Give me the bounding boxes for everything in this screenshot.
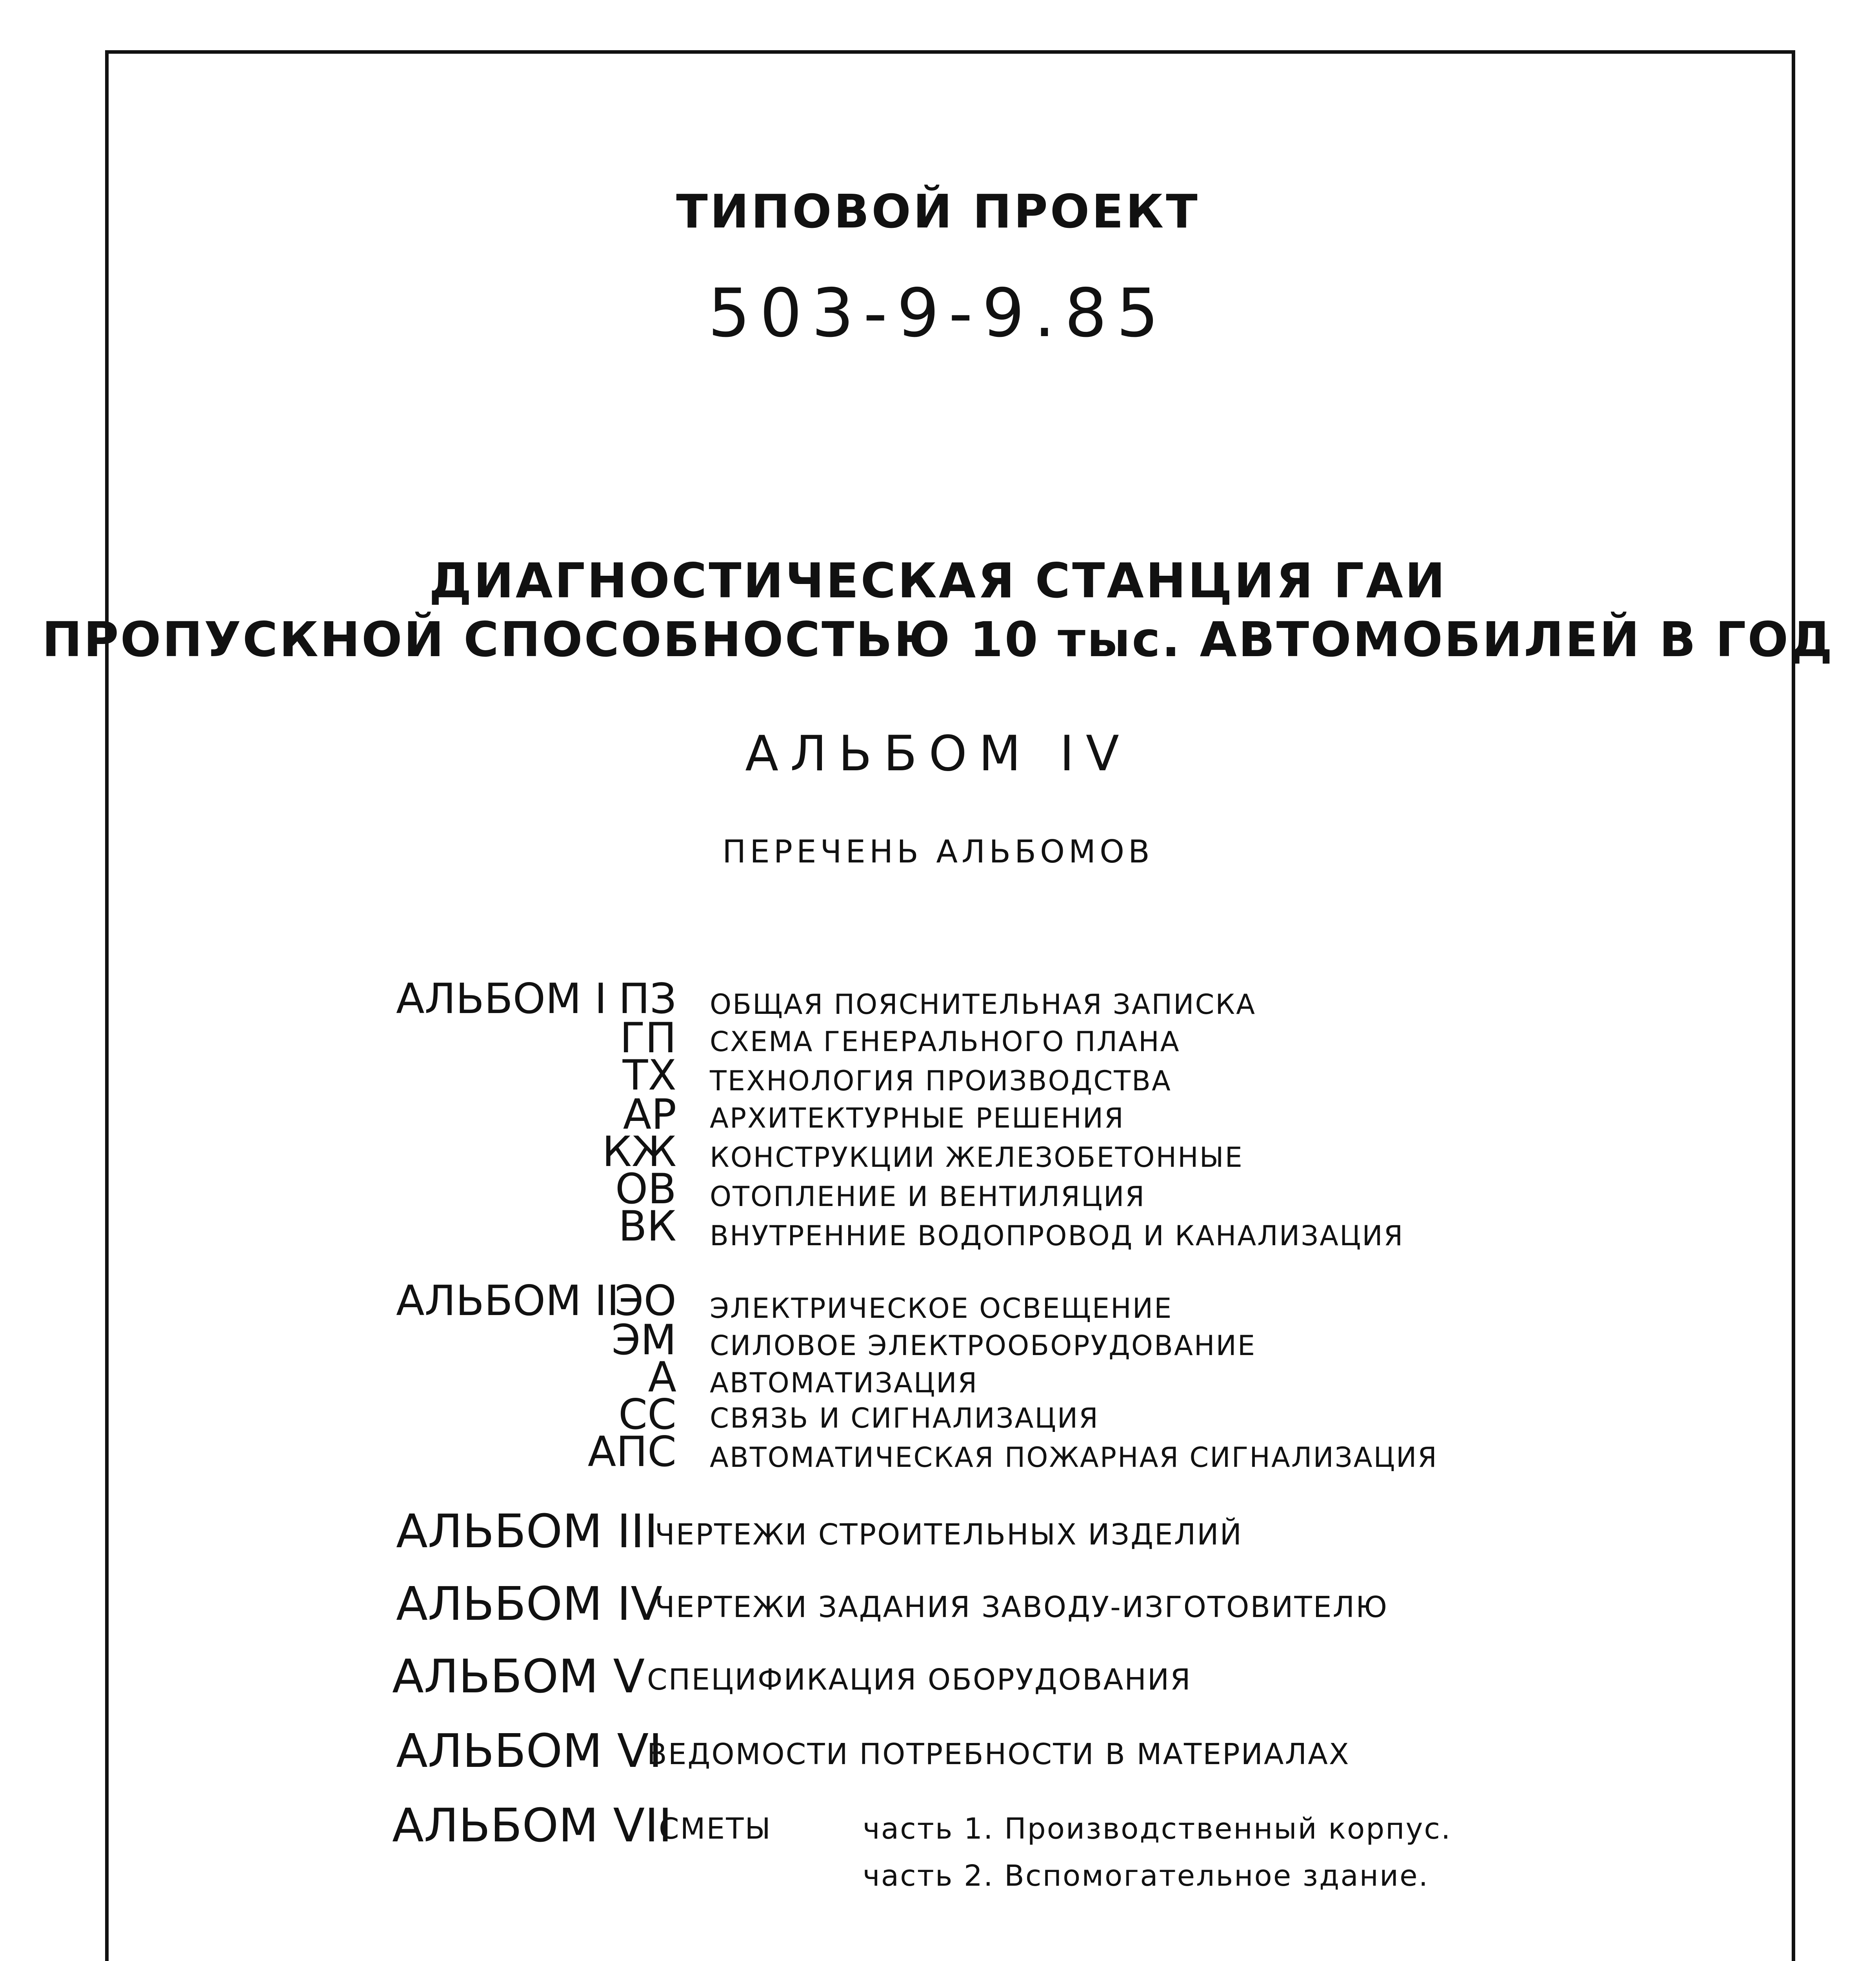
album-code: ОВ [615,1165,676,1213]
estimate-part-2: часть 2. Вспомогательное здание. [863,1859,1429,1893]
album-code: ЭО [614,1277,676,1325]
album-code: А [648,1353,676,1401]
album-code: АПС [587,1428,676,1476]
album-code: ПЗ [618,975,676,1023]
album-desc: АВТОМАТИЧЕСКАЯ ПОЖАРНАЯ СИГНАЛИЗАЦИЯ [710,1441,1438,1473]
album-6-label: АЛЬБОМ VI [396,1724,663,1778]
album-code: КЖ [602,1128,676,1176]
album-1-label: АЛЬБОМ I [396,975,607,1023]
album-5-desc: СПЕЦИФИКАЦИЯ ОБОРУДОВАНИЯ [647,1663,1192,1697]
album-desc: ТЕХНОЛОГИЯ ПРОИЗВОДСТВА [710,1065,1172,1097]
album-desc: ОТОПЛЕНИЕ И ВЕНТИЛЯЦИЯ [710,1181,1146,1213]
title-line-1: ДИАГНОСТИЧЕСКАЯ СТАНЦИЯ ГАИ [429,553,1447,609]
album-4-desc: ЧЕРТЕЖИ ЗАДАНИЯ ЗАВОДУ-ИЗГОТОВИТЕЛЮ [655,1590,1389,1624]
album-code: АР [623,1090,676,1139]
album-desc: СИЛОВОЕ ЭЛЕКТРООБОРУДОВАНИЕ [710,1330,1256,1362]
album-list-heading: ПЕРЕЧЕНЬ АЛЬБОМОВ [722,833,1154,870]
album-number: АЛЬБОМ IV [745,726,1131,782]
album-4-label: АЛЬБОМ IV [396,1577,663,1631]
album-desc: АРХИТЕКТУРНЫЕ РЕШЕНИЯ [710,1102,1125,1134]
title-line-2: ПРОПУСКНОЙ СПОСОБНОСТЬЮ 10 тыс. АВТОМОБИЛЕЙ В ГОД [42,612,1834,668]
album-desc: КОНСТРУКЦИИ ЖЕЛЕЗОБЕТОННЫЕ [710,1141,1243,1173]
album-desc: ОБЩАЯ ПОЯСНИТЕЛЬНАЯ ЗАПИСКА [710,988,1256,1021]
album-code: ВК [618,1202,676,1250]
estimate-part-1: часть 1. Производственный корпус. [863,1812,1452,1846]
album-desc: ВНУТРЕННИЕ ВОДОПРОВОД И КАНАЛИЗАЦИЯ [710,1220,1404,1252]
album-code: СС [618,1390,676,1439]
album-7-label: АЛЬБОМ VII [392,1798,672,1852]
album-6-desc: ВЕДОМОСТИ ПОТРЕБНОСТИ В МАТЕРИАЛАХ [647,1737,1350,1771]
album-5-label: АЛЬБОМ V [392,1649,645,1703]
album-3-label: АЛЬБОМ III [396,1504,658,1558]
album-code: ТХ [622,1051,676,1099]
project-number: 503-9-9.85 [708,275,1168,352]
album-desc: СХЕМА ГЕНЕРАЛЬНОГО ПЛАНА [710,1026,1180,1058]
album-desc: СВЯЗЬ И СИГНАЛИЗАЦИЯ [710,1402,1099,1434]
album-desc: ЭЛЕКТРИЧЕСКОЕ ОСВЕЩЕНИЕ [710,1292,1173,1324]
project-kind: ТИПОВОЙ ПРОЕКТ [676,184,1200,238]
album-code: ГП [620,1014,676,1062]
album-desc: АВТОМАТИЗАЦИЯ [710,1367,978,1399]
album-7-desc: СМЕТЫ [659,1812,772,1846]
album-code: ЭМ [611,1316,676,1364]
album-3-desc: ЧЕРТЕЖИ СТРОИТЕЛЬНЫХ ИЗДЕЛИЙ [655,1518,1243,1552]
album-2-label: АЛЬБОМ II [396,1277,619,1325]
